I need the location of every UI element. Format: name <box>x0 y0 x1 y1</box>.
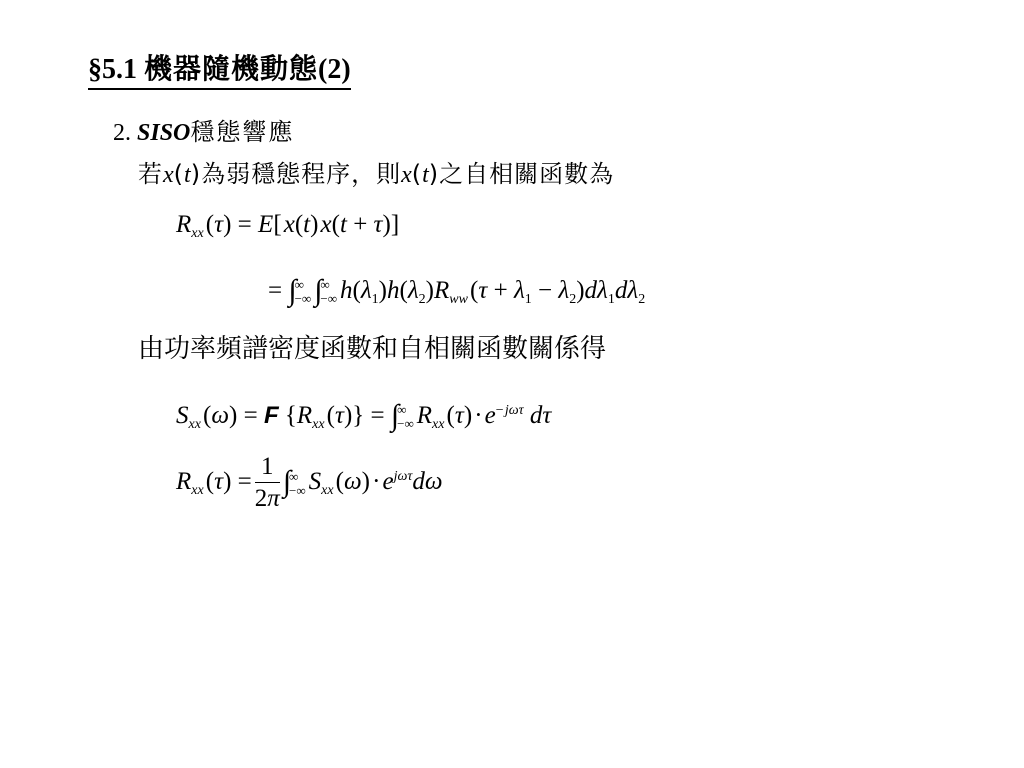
subsection-siso: SISO <box>137 120 191 146</box>
intro-var-t2: t <box>422 162 429 188</box>
intro-var-x2: x <box>401 162 412 188</box>
equation-psd-fourier: $S_{xx}$ (ω) = F {$R_{xx}$ (τ)} = ∫ ∞ −∞ $R_{xx}$ (τ) · $e^{- j\omega\tau}$ dτ <box>176 399 552 432</box>
equation-autocorrelation-integral: = ∫ ∞ −∞ ∫ ∞ −∞ $h(\lambda_1)h(\lambda_2)R_{ww}$ $(\tau + \lambda_1 - \lambda_2)d\lambda_1d\lambda_2$ <box>268 274 646 307</box>
title-text: 機器隨機動態 <box>144 52 319 85</box>
title-suffix: (2) <box>318 54 351 85</box>
subsection-heading <box>113 116 294 149</box>
subsection-number: 2. <box>113 120 137 146</box>
psd-relation-sentence: 由功率頻譜密度函數和自相關函數關係得 <box>138 334 607 364</box>
intro-sentence: 若x(t)為弱穩態程序，則x(t)之自相關函數為 <box>138 160 615 188</box>
equation-autocorrelation-definition: $R_{xx}$ (τ) = E[ x(t) x(t + τ)] <box>176 211 400 241</box>
title-section-number: §5.1 <box>88 54 144 85</box>
intro-text-1: 若 <box>138 160 163 188</box>
intro-var-t1: t <box>184 162 191 188</box>
intro-text-2: 為弱穩態程序，則 <box>201 160 402 188</box>
intro-text-3: 之自相關函數為 <box>439 160 615 188</box>
intro-var-x1: x <box>163 162 174 188</box>
subsection-title: 穩態響應 <box>190 118 295 146</box>
equation-inverse-fourier: $R_{xx}$ (τ) = $\frac{1}{2\pi}$ ∫ ∞ −∞ $S_{xx}$ (ω) · $e^{j\omega\tau}d\omega$ <box>176 453 443 512</box>
page-title <box>88 52 351 90</box>
